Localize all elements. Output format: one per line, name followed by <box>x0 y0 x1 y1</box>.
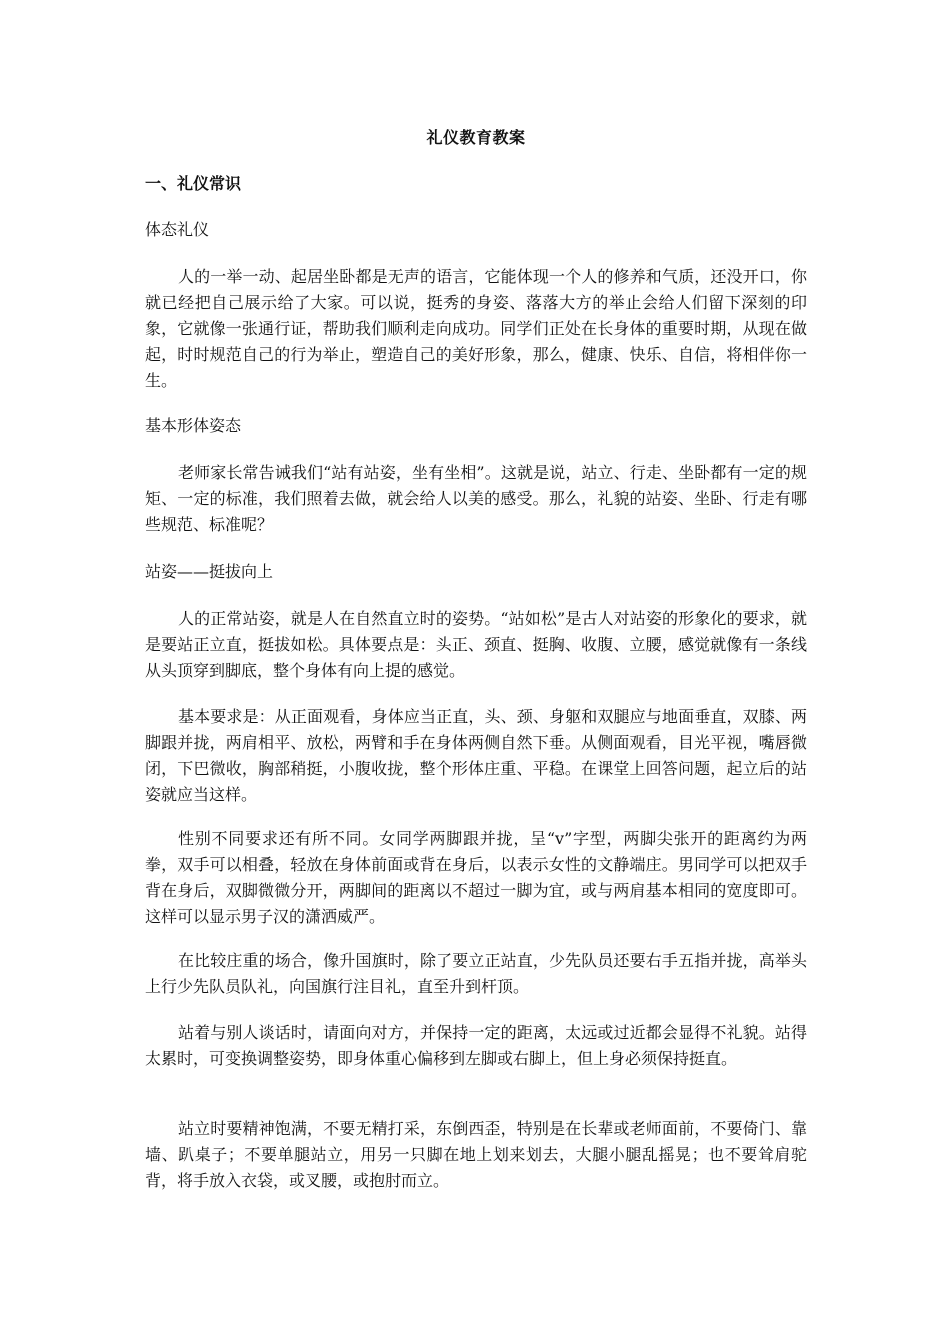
subheading-posture-etiquette: 体态礼仪 <box>145 220 210 239</box>
paragraph-posture-intro: 人的一举一动、起居坐卧都是无声的语言，它能体现一个人的修养和气质，还没开口，你就已经把自己展示给了大家。可以说，挺秀的身姿、落落大方的举止会给人们留下深刻的印象，它就像一张通行证，帮助我们顺利走向成功。同学们正处在长身体的重要时期，从现在做起，时时规范自己的行为举止，塑造自己的美好形象，那么，健康、快乐、自信，将相伴你一生。 <box>145 267 807 390</box>
paragraph-basic-requirements: 基本要求是：从正面观看，身体应当正直，头、颈、身躯和双腿应与地面垂直，双膝、两脚跟并拢，两肩相平、放松，两臂和手在身体两侧自然下垂。从侧面观看，目光平视，嘴唇微闭，下巴微收，胸部稍挺，小腹收拢，整个形体庄重、平稳。在课堂上回答问题，起立后的站姿就应当这样。 <box>145 707 807 804</box>
paragraph-posture-standards: 老师家长常告诫我们“站有站姿，坐有坐相”。这就是说，站立、行走、坐卧都有一定的规矩、一定的标准，我们照着去做，就会给人以美的感受。那么，礼貌的站姿、坐卧、行走有哪些规范、标准呢？ <box>145 463 807 534</box>
document-page <box>145 0 807 1344</box>
section-heading-etiquette-basics: 一、礼仪常识 <box>145 174 242 193</box>
paragraph-gender-differences: 性别不同要求还有所不同。女同学两脚跟并拢，呈“v”字型，两脚尖张开的距离约为两拳，双手可以相叠，轻放在身体前面或背在身后，以表示女性的文静端庄。男同学可以把双手背在身后，双脚微微分开，两脚间的距离以不超过一脚为宜，或与两肩基本相同的宽度即可。这样可以显示男子汉的潇洒威严。 <box>145 829 807 926</box>
subheading-basic-posture: 基本形体姿态 <box>145 416 242 435</box>
paragraph-standing-definition: 人的正常站姿，就是人在自然直立时的姿势。“站如松”是古人对站姿的形象化的要求，就是要站正立直，挺拔如松。具体要点是：头正、颈直、挺胸、收腹、立腰，感觉就像有一条线从头顶穿到脚底，整个身体有向上提的感觉。 <box>145 609 807 680</box>
paragraph-solemn-occasions: 在比较庄重的场合，像升国旗时，除了要立正站直，少先队员还要右手五指并拢，高举头上行少先队员队礼，向国旗行注目礼，直至升到杆顶。 <box>145 951 807 996</box>
paragraph-standing-dont: 站立时要精神饱满，不要无精打采，东倒西歪，特别是在长辈或老师面前，不要倚门、靠墙、趴桌子；不要单腿站立，用另一只脚在地上划来划去，大腿小腿乱摇晃；也不要耸肩驼背，将手放入衣袋，或叉腰，或抱肘而立。 <box>145 1119 807 1190</box>
paragraph-conversation-standing: 站着与别人谈话时，请面向对方，并保持一定的距离，太远或过近都会显得不礼貌。站得太累时，可变换调整姿势，即身体重心偏移到左脚或右脚上，但上身必须保持挺直。 <box>145 1023 807 1068</box>
subheading-standing-posture: 站姿——挺拔向上 <box>145 562 274 581</box>
document-title: 礼仪教育教案 <box>426 128 526 147</box>
